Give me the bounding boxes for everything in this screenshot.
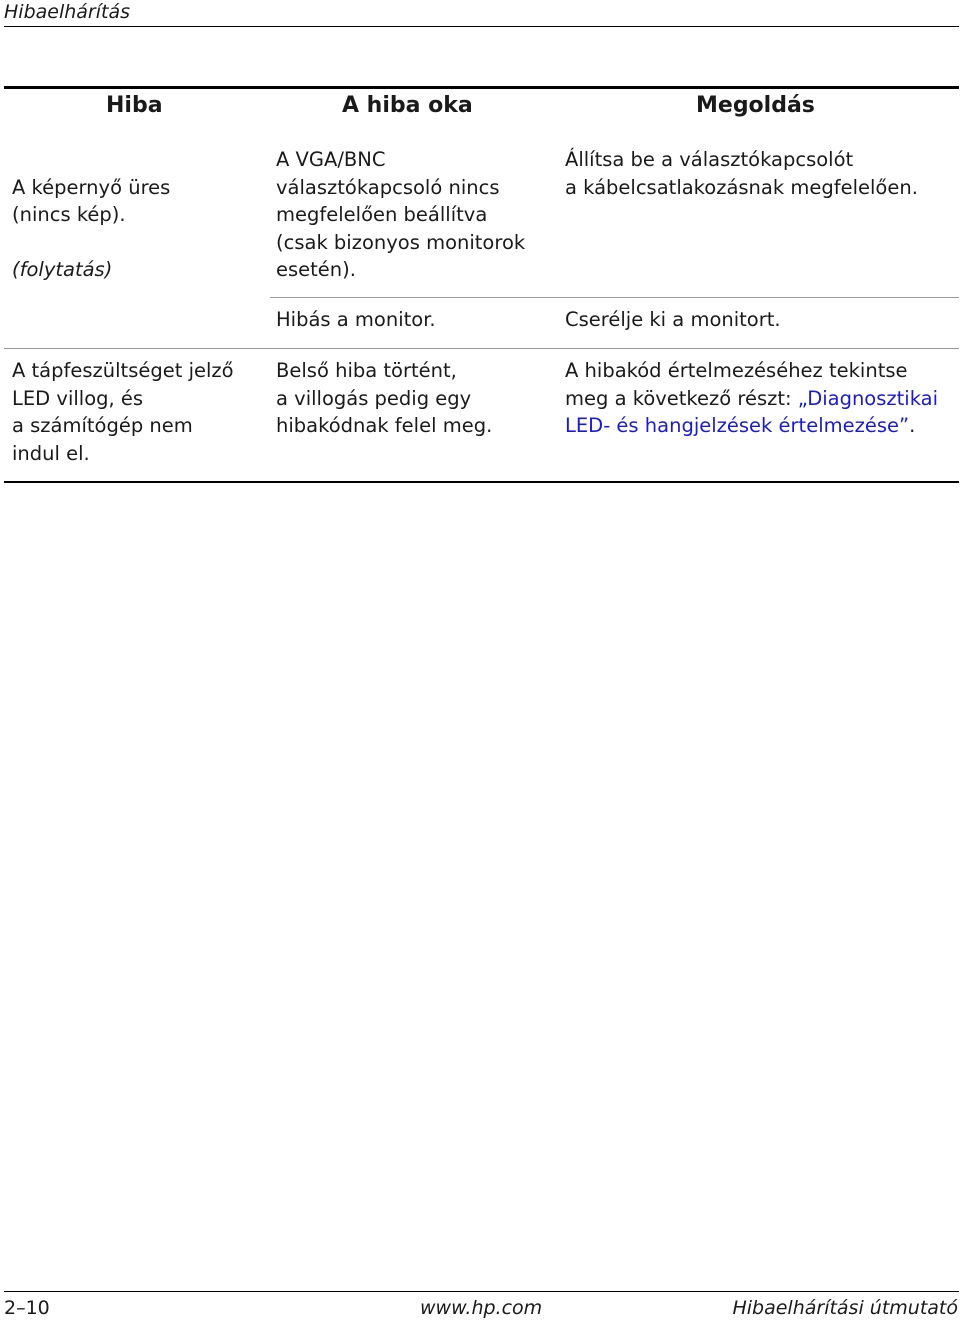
solution-cell: Állítsa be a választókapcsolót a kábelcsatlakozásnak megfelelően. — [565, 148, 918, 199]
solution-cell — [565, 357, 957, 440]
column-header-problem: Hiba — [106, 93, 163, 118]
solution-text: A hibakód értelmezéséhez tekintse meg a következő részt: — [565, 359, 908, 410]
problem-cell: A tápfeszültséget jelző LED villog, és a számítógép nem indul el. — [12, 359, 234, 465]
diagnostic-link-continued[interactable]: LED- és hangjelzések értelmezése” — [565, 414, 910, 437]
cause-cell: Hibás a monitor. — [276, 308, 436, 331]
guide-title: Hibaelhárítási útmutató — [732, 1297, 958, 1319]
website-url: www.hp.com — [420, 1297, 543, 1319]
problem-cell — [12, 146, 252, 284]
solution-suffix: . — [909, 414, 916, 437]
table-top-rule — [4, 86, 959, 89]
header-rule — [4, 26, 959, 27]
column-header-cause: A hiba oka — [342, 93, 473, 118]
row-divider — [270, 297, 959, 298]
row-divider — [4, 348, 959, 349]
column-header-solution: Megoldás — [696, 93, 815, 118]
cause-cell: Belső hiba történt, a villogás pedig egy hibakódnak felel meg. — [276, 359, 493, 437]
solution-cell: Cserélje ki a monitort. — [565, 308, 781, 331]
diagnostic-link[interactable]: „Diagnosztikai — [797, 386, 939, 410]
running-header: Hibaelhárítás — [4, 1, 131, 23]
footer-rule — [4, 1291, 959, 1292]
problem-text: A képernyő üres (nincs kép). — [12, 175, 171, 226]
table-bottom-rule — [4, 481, 959, 483]
table-header-row — [4, 90, 959, 124]
page-number: 2–10 — [4, 1297, 50, 1319]
continued-note: (folytatás) — [12, 258, 113, 281]
cause-cell: A VGA/BNC választókapcsoló nincs megfelelően beállítva (csak bizonyos monitorok esetén). — [276, 148, 526, 281]
